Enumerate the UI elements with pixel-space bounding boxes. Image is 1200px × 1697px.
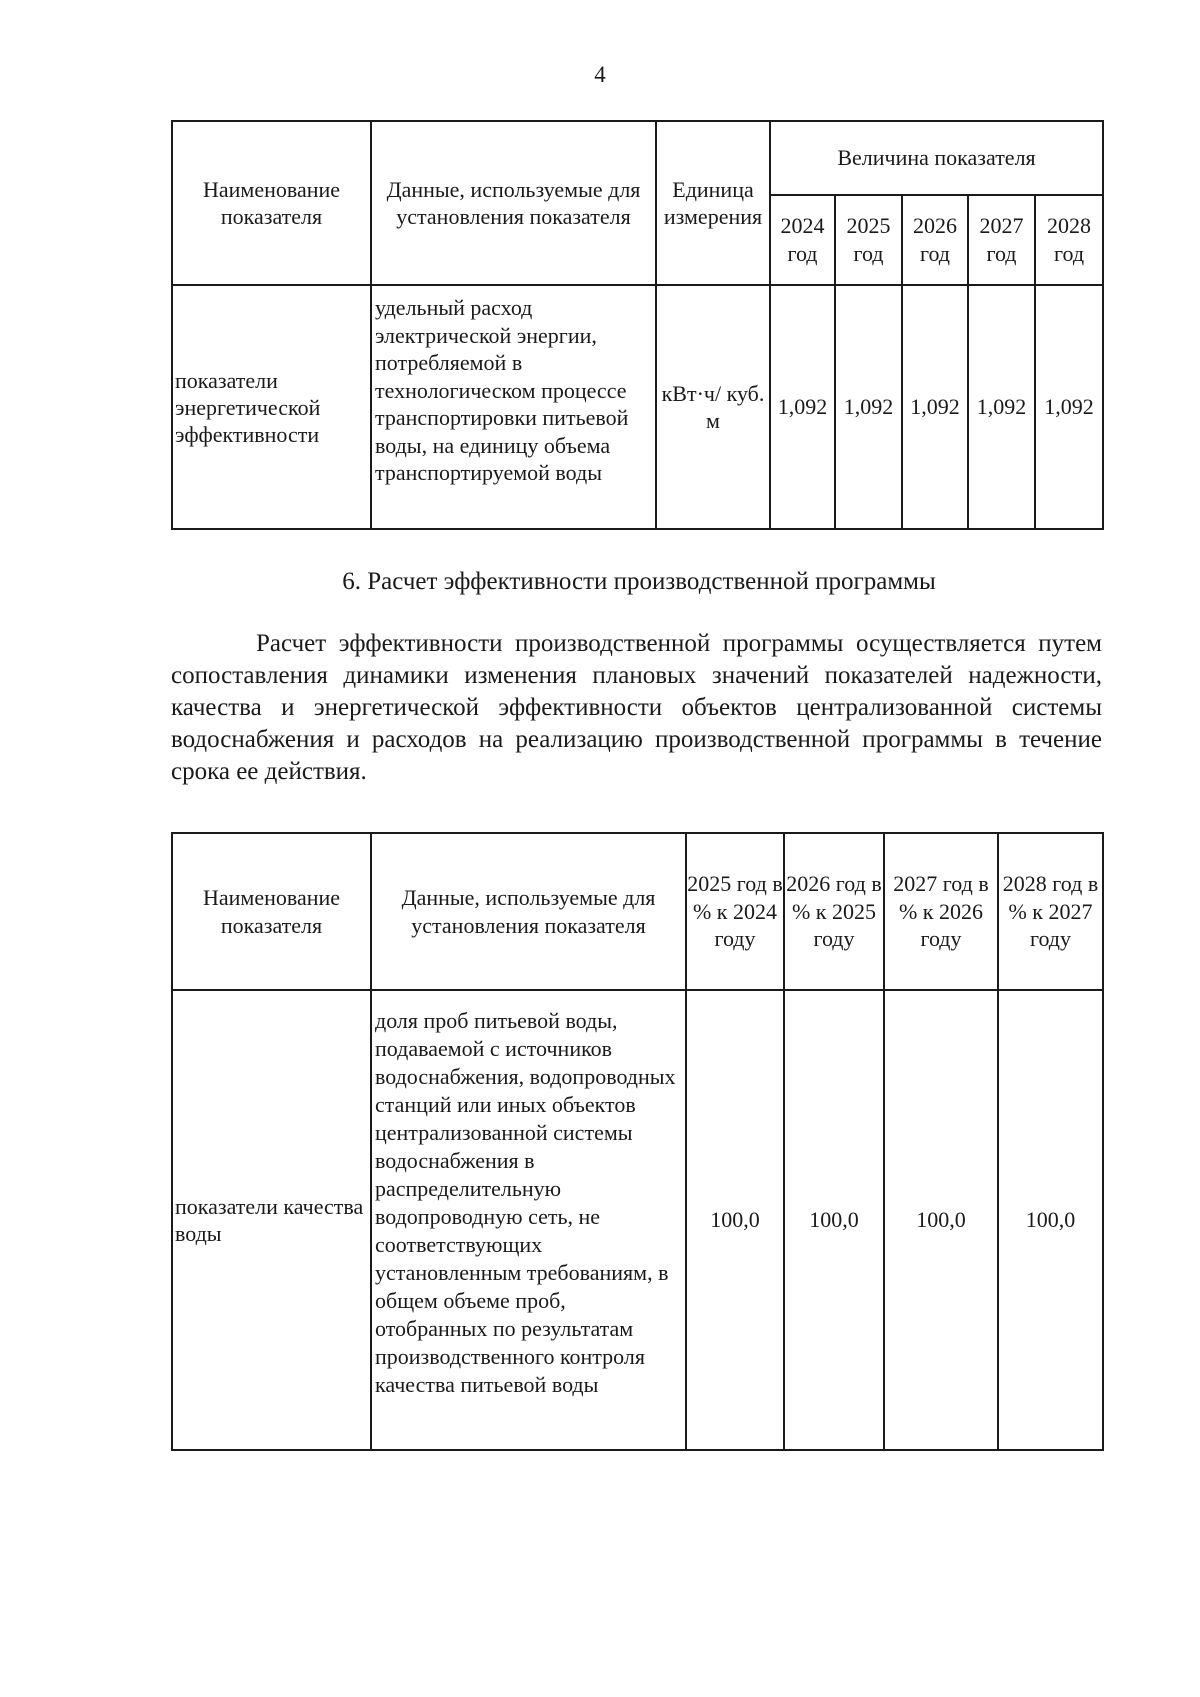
header-year-percent: 2027 год в % к 2026 году bbox=[884, 833, 998, 990]
paragraph-text: Расчет эффективности производственной программы осуществляется путем сопоставления динамики изменения плановых значений показателей надежности, качества и энергетической эффективности объектов централизованной системы водоснабжения и расходов на реализацию производственной программы в течение срока ее действия. bbox=[171, 630, 1102, 785]
value-cell: 1,092 bbox=[968, 285, 1035, 529]
header-unit: Единица измерения bbox=[656, 121, 770, 285]
header-data-used: Данные, используемые для установления показателя bbox=[371, 121, 656, 285]
header-year-percent: 2028 год в % к 2027 году bbox=[998, 833, 1103, 990]
header-year: 2028 год bbox=[1035, 195, 1103, 285]
indicator-name: показатели энергетической эффективности bbox=[172, 285, 371, 529]
header-year: 2024 год bbox=[770, 195, 835, 285]
header-data-used: Данные, используемые для установления показателя bbox=[371, 833, 686, 990]
indicator-data: доля проб питьевой воды, подаваемой с источников водоснабжения, водопроводных станций или иных объектов централизованной системы водоснабжения в распределительную водопроводную сеть, не соответствующих установленным требованиям, в общем объеме проб, отобранных по результатам производственного контроля качества питьевой воды bbox=[371, 990, 686, 1450]
header-indicator-name: Наименование показателя bbox=[172, 121, 371, 285]
value-cell: 1,092 bbox=[902, 285, 968, 529]
table-row bbox=[172, 990, 1103, 1450]
value-cell: 100,0 bbox=[784, 990, 884, 1450]
indicator-data: удельный расход электрической энергии, потребляемой в технологическом процессе транспортировки питьевой воды, на единицу объема транспортируемой воды bbox=[371, 285, 656, 529]
indicator-name: показатели качества воды bbox=[172, 990, 371, 1450]
header-year: 2025 год bbox=[835, 195, 902, 285]
value-cell: 100,0 bbox=[686, 990, 784, 1450]
body-paragraph bbox=[171, 628, 1102, 788]
section-heading: 6. Расчет эффективности производственной программы bbox=[342, 568, 936, 595]
energy-efficiency-table bbox=[171, 120, 1104, 530]
header-year: 2026 год bbox=[902, 195, 968, 285]
program-efficiency-table bbox=[171, 832, 1104, 1451]
page-number: 4 bbox=[594, 62, 606, 87]
table-row bbox=[172, 285, 1103, 529]
value-cell: 100,0 bbox=[998, 990, 1103, 1450]
header-year-percent: 2025 год в % к 2024 году bbox=[686, 833, 784, 990]
header-year: 2027 год bbox=[968, 195, 1035, 285]
value-cell: 1,092 bbox=[1035, 285, 1103, 529]
value-cell: 1,092 bbox=[835, 285, 902, 529]
header-indicator-value: Величина показателя bbox=[770, 121, 1103, 195]
value-cell: 1,092 bbox=[770, 285, 835, 529]
header-indicator-name: Наименование показателя bbox=[172, 833, 371, 990]
value-cell: 100,0 bbox=[884, 990, 998, 1450]
indicator-unit: кВт·ч/ куб. м bbox=[656, 285, 770, 529]
header-year-percent: 2026 год в % к 2025 году bbox=[784, 833, 884, 990]
